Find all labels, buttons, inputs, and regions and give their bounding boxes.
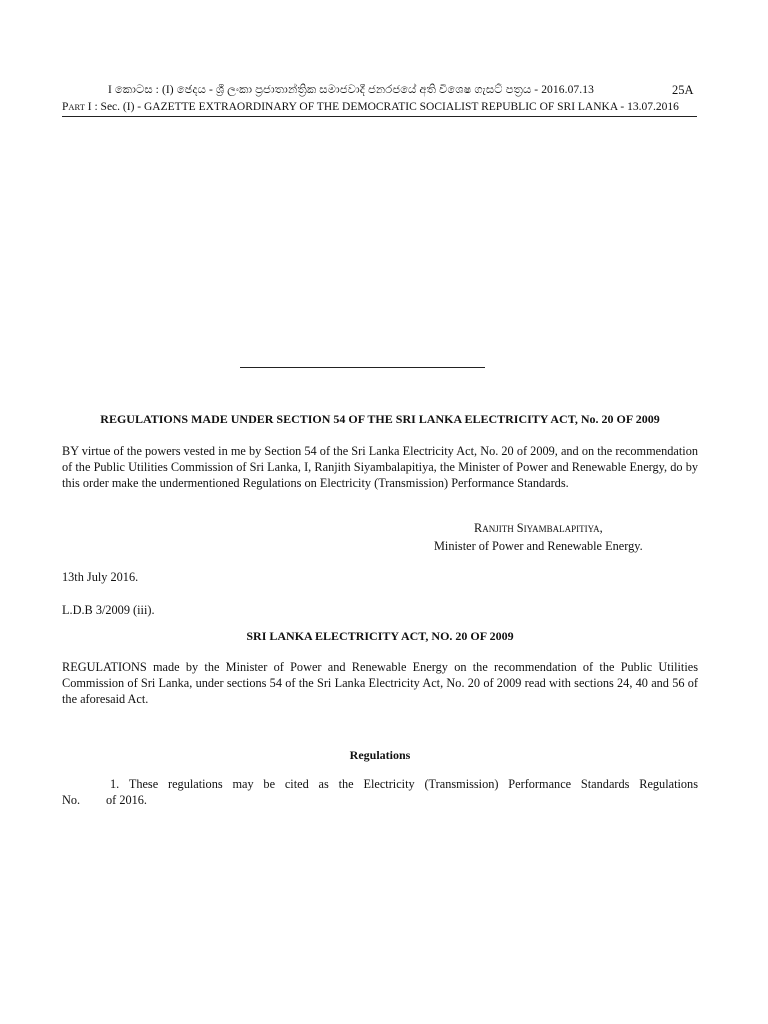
header-rule	[62, 116, 697, 117]
regulations-heading: Regulations	[349, 748, 411, 762]
intro-paragraph: BY virtue of the powers vested in me by Section 54 of the Sri Lanka Electricity Act, No. 20 of 2009, and on the recommendation of the Public Utilities Commission of Sri Lanka, I, Ranjith Siyambalapitiya, the Minister of Power and Renewable Energy, do by this order make the undermentioned Regulations on Electricity (Transmission) Performance Standards.	[62, 444, 698, 490]
header-english-line	[62, 101, 696, 113]
signatory-name	[474, 521, 603, 536]
header-english-rest: I : Sec. (I) - GAZETTE EXTRAORDINARY OF THE DEMOCRATIC SOCIALIST REPUBLIC OF SRI LANKA - 13.07.2016	[87, 101, 679, 113]
page-number: 25A	[672, 83, 694, 97]
section-separator	[240, 367, 485, 368]
signatory-first-rest: ANJITH	[482, 524, 514, 534]
regulation-1-line-2: of 2016.	[106, 793, 147, 807]
regulation-1-no: No.	[62, 793, 81, 807]
signatory-last-rest: IYAMBALAPITIYA	[523, 524, 600, 534]
order-date: 13th July 2016.	[62, 570, 139, 584]
signatory-first-initial: R	[474, 521, 483, 535]
regulations-paragraph: REGULATIONS made by the Minister of Power and Renewable Energy on the recommendation of the Public Utilities Commission of Sri Lanka, under sections 54 of the Sri Lanka Electricity Act, No. 20 of 2009 read with sections 24, 40 and 56 of the aforesaid Act.	[62, 660, 698, 706]
signatory-designation: Minister of Power and Renewable Energy.	[434, 539, 643, 553]
regulations-main-heading: REGULATIONS MADE UNDER SECTION 54 OF THE SRI LANKA ELECTRICITY ACT, No. 20 OF 2009	[100, 412, 660, 426]
header-part-rest: ART	[68, 102, 85, 112]
signatory-suffix: ,	[599, 521, 603, 535]
header-sinhala-line: I කොටස : (I) ඡෙදය - ශ්‍රී ලංකා ප්‍රජාතාන්ත්‍රික සමාජවාදී ජනරජයේ අති විශෙෂ ගැසට් පත්‍රය - 2016.07.13	[108, 84, 594, 96]
signatory-last-initial: S	[516, 521, 524, 535]
act-heading: SRI LANKA ELECTRICITY ACT, NO. 20 OF 2009	[246, 629, 514, 643]
file-reference: L.D.B 3/2009 (iii).	[62, 603, 155, 617]
header-part-initial: P	[62, 101, 69, 113]
regulation-1-line-1: 1. These regulations may be cited as the Electricity (Transmission) Performance Standards Regulations	[110, 777, 698, 791]
